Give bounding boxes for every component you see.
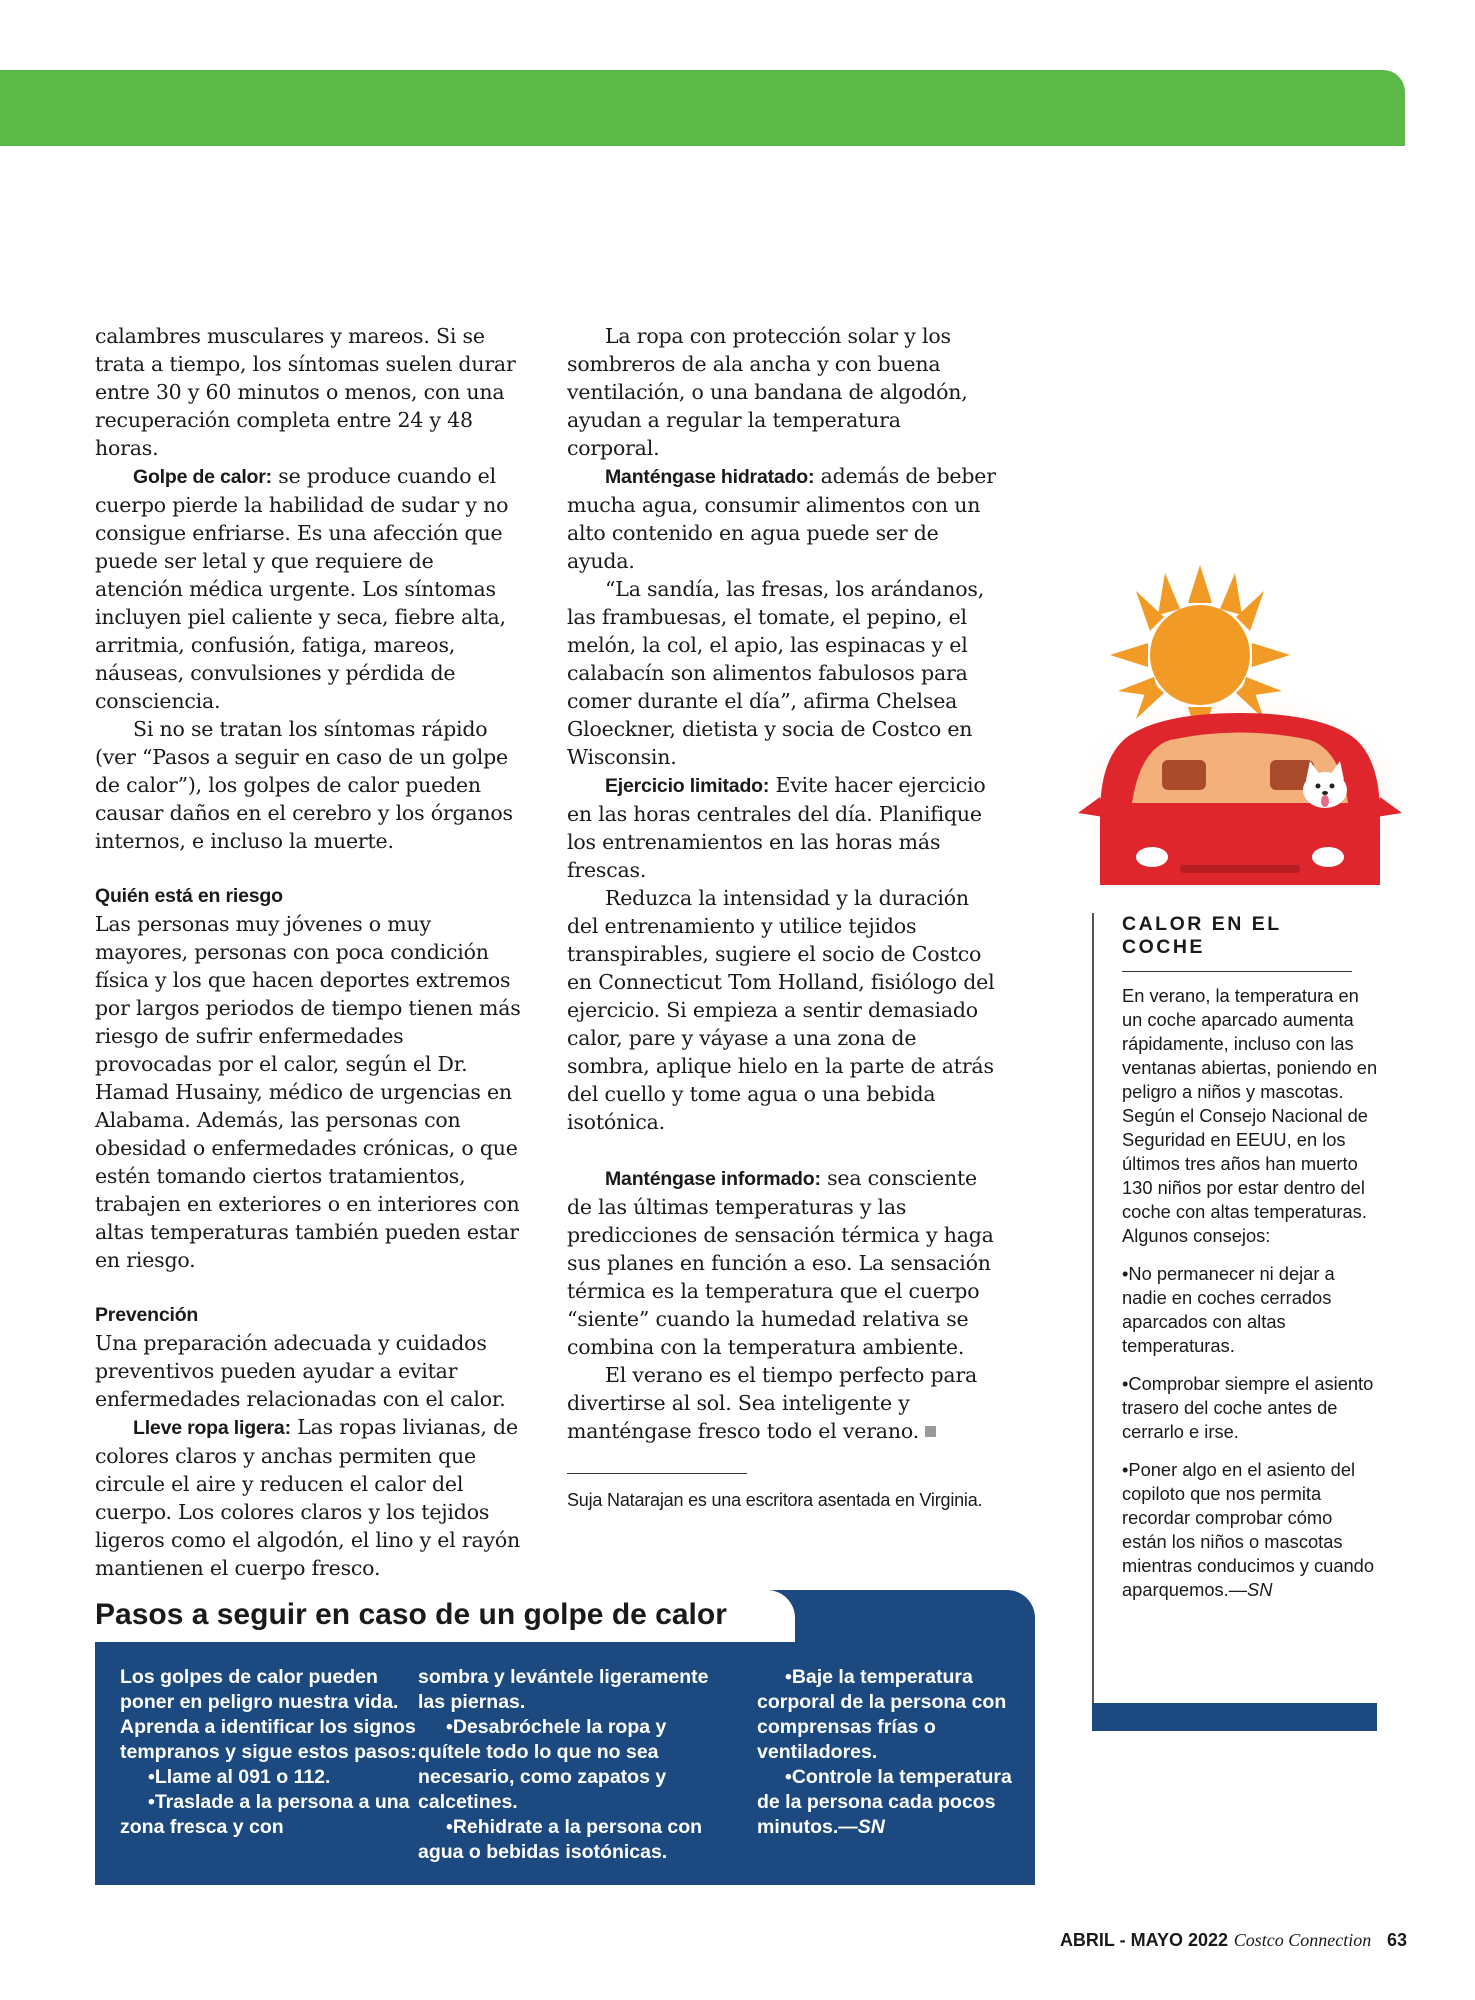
paragraph: Manténgase informado: sea consciente de las últimas temperaturas y las predicciones de sensación térmica y haga sus planes en función a eso. La sensación térmica es la temperatura que el cuerpo “siente” cuando la humedad relativa se combina con la temperatura ambiente. [567, 1166, 994, 1359]
paragraph-lead: Manténgase informado: [605, 1168, 821, 1190]
sidebar-bottom-bar [1092, 1703, 1377, 1731]
step-item: •Desabróchele la ropa y quítele todo lo que no sea necesario, como zapatos y calcetines. [418, 1716, 667, 1813]
article-column-2 [567, 322, 997, 1514]
paragraph-lead: Golpe de calor: [133, 466, 272, 488]
signature: —SN [838, 1816, 885, 1838]
end-mark-icon [925, 1426, 936, 1437]
header-green-bar [0, 70, 1405, 146]
page-number: 63 [1386, 1930, 1407, 1950]
sidebar-tip: •Comprobar siempre el asiento trasero del coche antes de cerrarlo e irse. [1122, 1373, 1374, 1442]
article-column-1 [95, 322, 525, 1582]
step-item: •Llame al 091 o 112. [148, 1766, 331, 1788]
magazine-name: Costco Connection [1233, 1930, 1372, 1950]
step-item: •Baje la temperatura corporal de la persona con comprensas frías o ventiladores. [757, 1666, 1007, 1763]
steps-column-3 [757, 1665, 1017, 1840]
paragraph: calambres musculares y mareos. Si se trata a tiempo, los síntomas suelen durar entre 30 y 60 minutos o menos, con una recuperación completa entre 24 y 48 horas. [95, 324, 516, 460]
sidebar-tip: •Poner algo en el asiento del copiloto que nos permita recordar comprobar cómo están los niños o mascotas mientras conducimos y cuando aparquemos.—SN [1122, 1459, 1375, 1600]
paragraph: Reduzca la intensidad y la duración del entrenamiento y utilice tejidos transpirables, sugiere el socio de Costco en Connecticut Tom Holland, fisiólogo del ejercicio. Si empieza a sentir demasiado calor, pare y váyase a una zona de sombra, aplique hielo en la parte de atrás del cuello y tome agua o una bebida isotónica. [567, 886, 995, 1134]
step-item-continued: sombra y levántele ligeramente las piernas. [418, 1666, 709, 1713]
step-item: •Rehidrate a la persona con agua o bebidas isotónicas. [418, 1816, 703, 1863]
sun-car-dog-illustration [1070, 565, 1415, 885]
steps-column-1 [120, 1665, 420, 1840]
sidebar-tip: •No permanecer ni dejar a nadie en coches cerrados aparcados con altas temperaturas. [1122, 1263, 1335, 1356]
author-bio: Suja Natarajan es una escritora asentada en Virginia. [567, 1490, 983, 1510]
step-item: •Traslade a la persona a una zona fresca y con [120, 1791, 410, 1838]
sidebar-intro: En verano, la temperatura en un coche aparcado aumenta rápidamente, incluso con las ventanas abiertas, poniendo en peligro a niños y mascotas. Según el Consejo Nacional de Seguridad en EEUU, en los últimos tres años han muerto 130 niños por estar dentro del coche con altas temperaturas. Algunos consejos: [1122, 985, 1378, 1246]
paragraph-lead: Manténgase hidratado: [605, 466, 815, 488]
red-car-icon [1078, 713, 1402, 885]
section-heading-prevention: Prevención [95, 1304, 199, 1326]
sidebar-body [1122, 984, 1382, 1602]
sidebar-car-heat [1092, 913, 1379, 1703]
paragraph: Lleve ropa ligera: Las ropas livianas, de colores claros y anchas permiten que circule el aire y reducen el calor del cuerpo. Los colores claros y los tejidos ligeros como el algodón, el lino y el rayón mantienen el cuerpo fresco. [95, 1415, 521, 1580]
page-footer [1060, 1930, 1407, 1951]
sidebar-title: CALOR EN EL COCHE [1122, 913, 1352, 972]
issue-date: ABRIL - MAYO 2022 [1059, 1930, 1228, 1950]
paragraph: La ropa con protección solar y los sombreros de ala ancha y con buena ventilación, o una bandana de algodón, ayudan a regular la temperatura corporal. [567, 324, 968, 460]
paragraph: Una preparación adecuada y cuidados preventivos pueden ayudar a evitar enfermedades relacionadas con el calor. [95, 1331, 506, 1411]
paragraph-lead: Lleve ropa ligera: [133, 1417, 291, 1439]
paragraph: Ejercicio limitado: Evite hacer ejercicio en las horas centrales del día. Planifique los entrenamientos en las horas más frescas. [567, 773, 986, 882]
paragraph: Si no se tratan los síntomas rápido (ver “Pasos a seguir en caso de un golpe de calor”), los golpes de calor pueden causar daños en el cerebro y los órganos internos, e incluso la muerte. [95, 717, 513, 853]
paragraph: Las personas muy jóvenes o muy mayores, personas con poca condición física y los que hacen deportes extremos por largos periodos de tiempo tienen más riesgo de sufrir enfermedades provocadas por el calor, según el Dr. Hamad Husainy, médico de urgencias en Alabama. Además, las personas con obesidad o enfermedades crónicas, o que estén tomando ciertos tratamientos, trabajen en exteriores o en interiores con altas temperaturas también pueden estar en riesgo. [95, 912, 521, 1272]
section-heading-risk: Quién está en riesgo [95, 885, 283, 907]
paragraph-lead: Ejercicio limitado: [605, 775, 770, 797]
signature: —SN [1228, 1579, 1273, 1600]
steps-column-2 [418, 1665, 718, 1865]
step-item: •Controle la temperatura de la persona cada pocos minutos.—SN [757, 1766, 1012, 1838]
bio-divider [567, 1473, 747, 1474]
paragraph: “La sandía, las fresas, los arándanos, las frambuesas, el tomate, el pepino, el melón, la col, el apio, las espinacas y el calabacín son alimentos fabulosos para comer durante el día”, afirma Chelsea Gloeckner, dietista y socia de Costco en Wisconsin. [567, 577, 985, 769]
steps-intro: Los golpes de calor pueden poner en peligro nuestra vida. Aprenda a identificar los signos tempranos y sigue estos pasos: [120, 1666, 417, 1763]
steps-box-title: Pasos a seguir en caso de un golpe de calor [95, 1598, 727, 1631]
paragraph: Golpe de calor: se produce cuando el cuerpo pierde la habilidad de sudar y no consigue enfriarse. Es una afección que puede ser letal y que requiere de atención médica urgente. Los síntomas incluyen piel caliente y seca, fiebre alta, arritmia, confusión, fatiga, mareos, náuseas, convulsiones y pérdida de consciencia. [95, 464, 509, 713]
paragraph: Manténgase hidratado: además de beber mucha agua, consumir alimentos con un alto contenido en agua puede ser de ayuda. [567, 464, 996, 573]
steps-box-title-tab [95, 1590, 795, 1642]
paragraph: El verano es el tiempo perfecto para divertirse al sol. Sea inteligente y manténgase fresco todo el verano. [567, 1363, 978, 1443]
